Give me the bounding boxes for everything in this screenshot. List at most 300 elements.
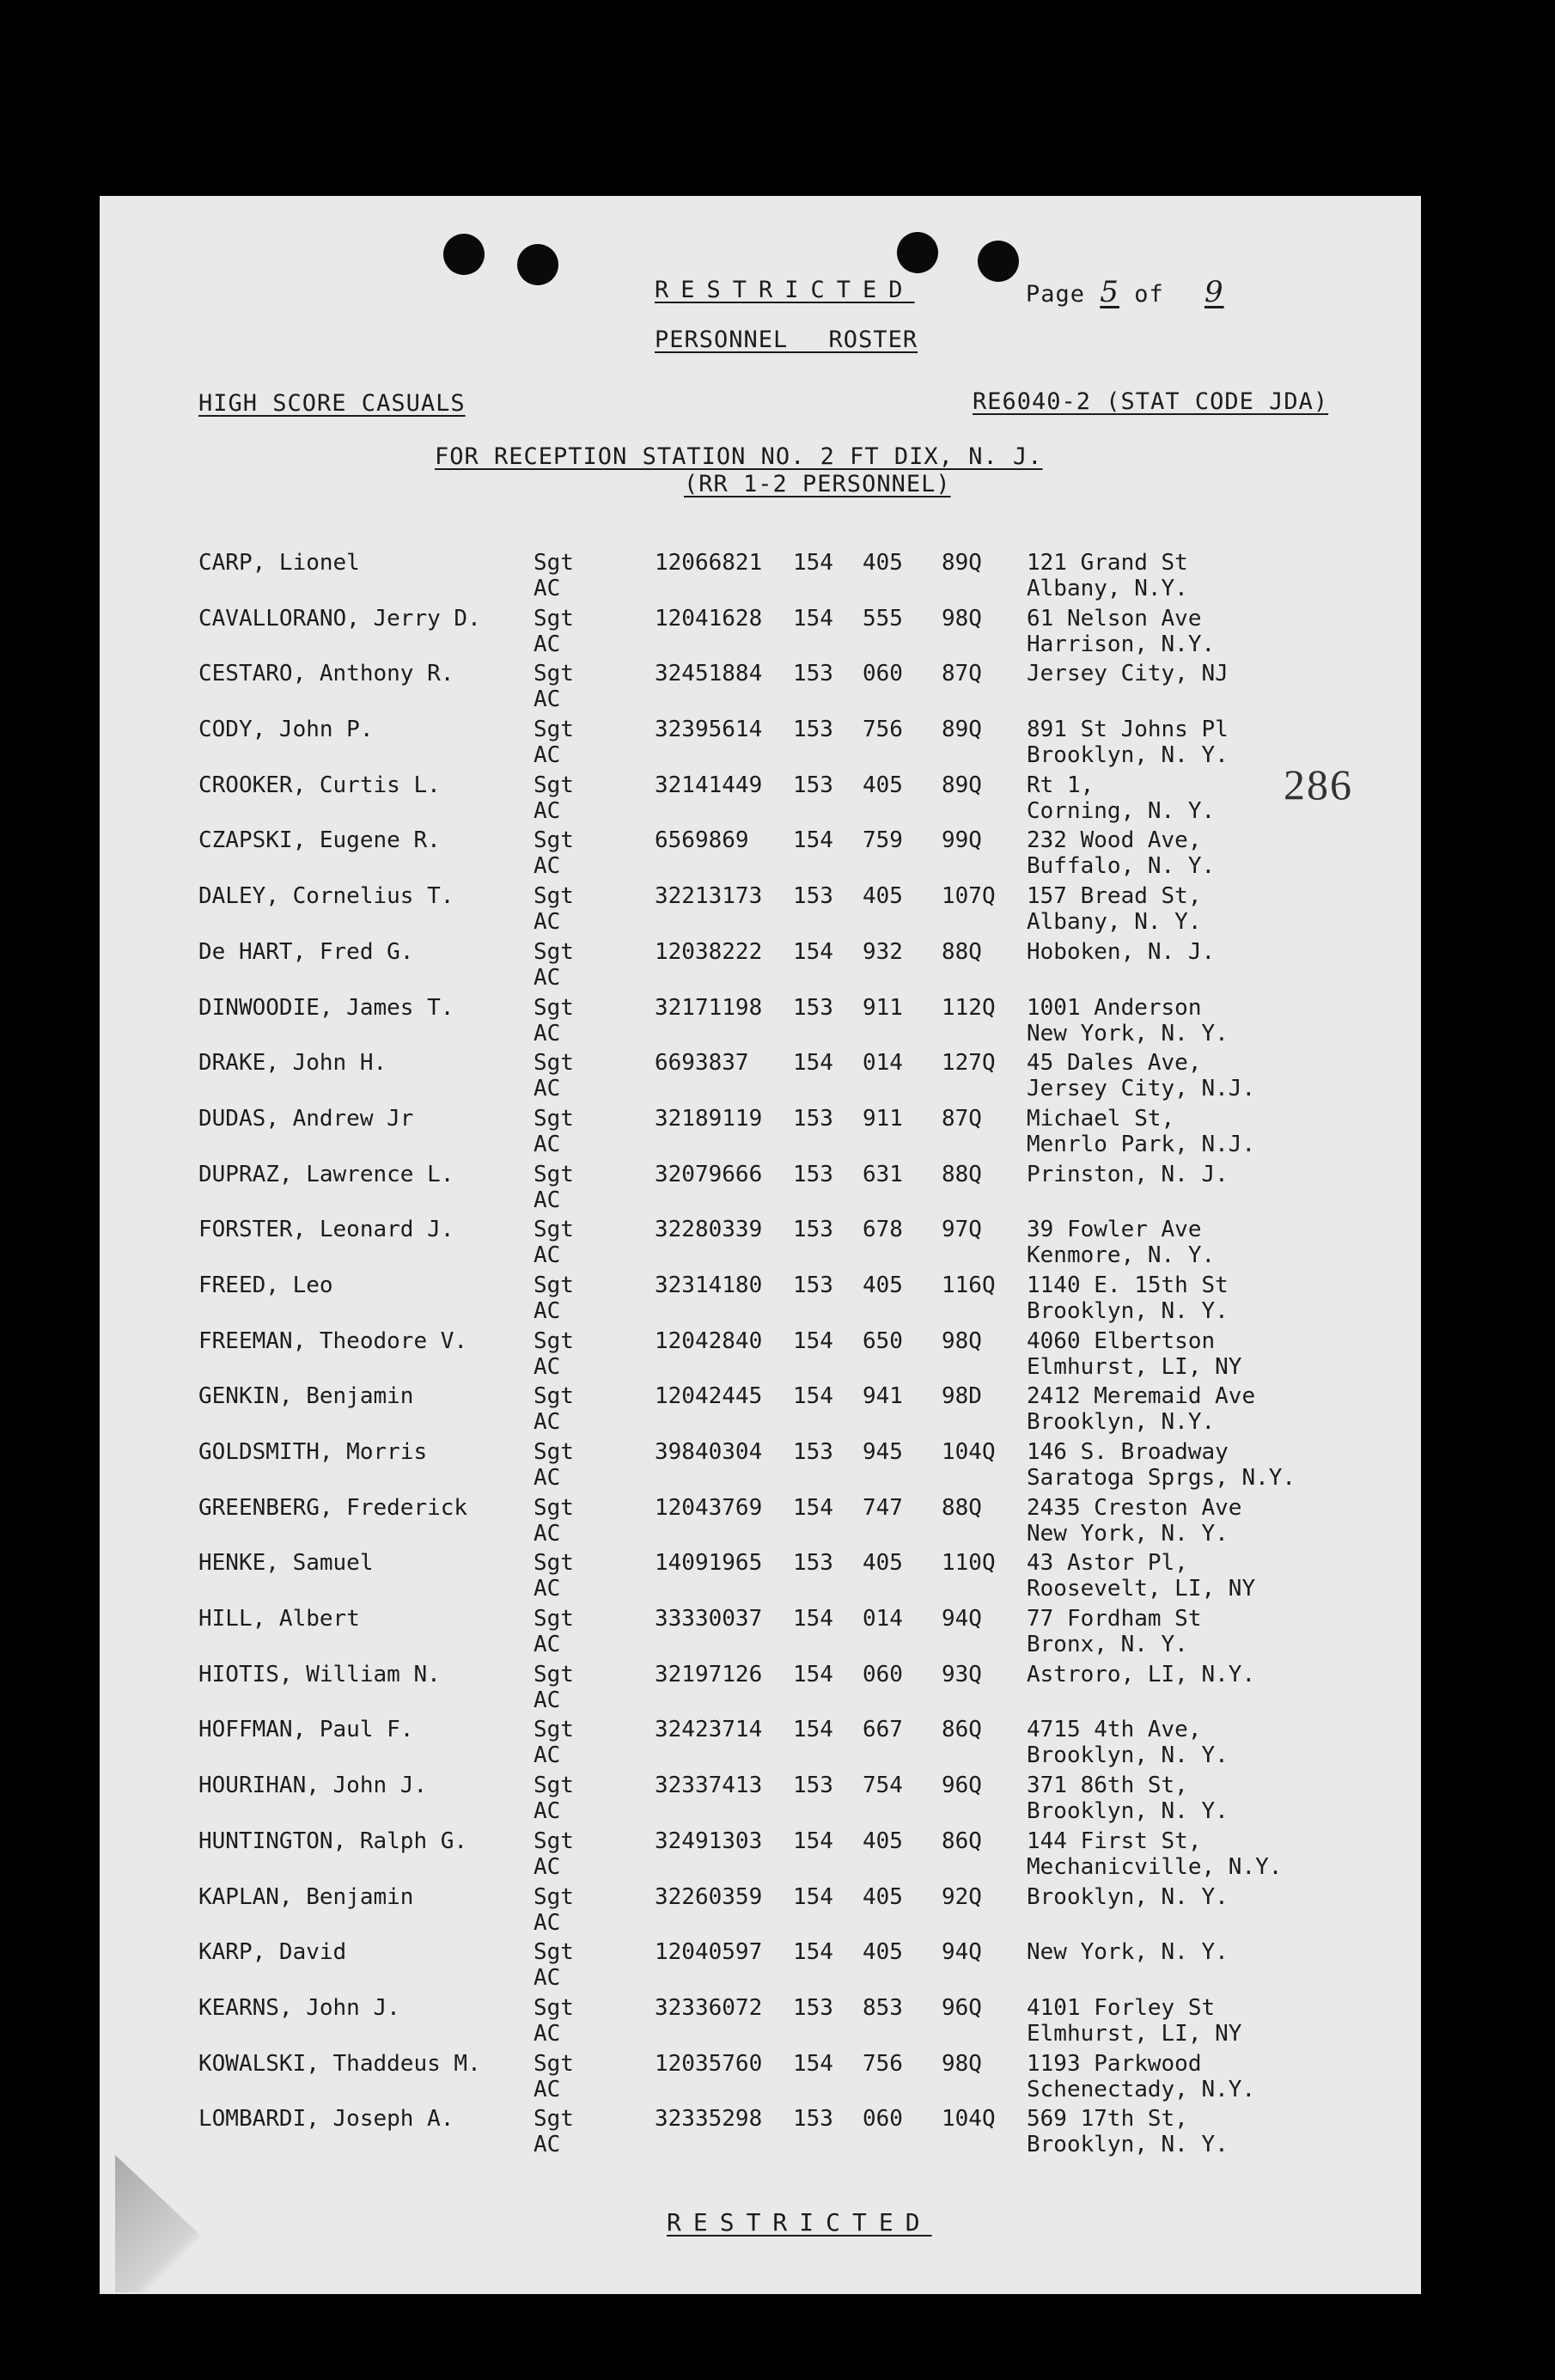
entry-code2: 945 [863, 1439, 903, 1465]
entry-address-line1: Brooklyn, N. Y. [1027, 1883, 1229, 1910]
entry-score: 94Q [942, 1606, 982, 1632]
entry-address-line2: Jersey City, N.J. [1027, 1076, 1256, 1102]
entry-address-line1: 371 86th St, [1027, 1773, 1188, 1799]
entry-serial: 32079666 [655, 1161, 763, 1187]
entry-serial: 12041628 [655, 605, 763, 632]
entry-code1: 154 [793, 938, 833, 965]
roster-row [100, 1550, 1421, 1606]
restricted-header: RESTRICTED [655, 277, 915, 303]
entry-branch: AC [534, 1297, 561, 1324]
entry-address-line1: 61 Nelson Ave [1027, 605, 1202, 632]
entry-branch: AC [534, 1909, 561, 1936]
entry-score: 110Q [942, 1550, 996, 1577]
roster-row [100, 1328, 1421, 1384]
entry-code2: 853 [863, 1994, 903, 2021]
entry-address-line2: Brooklyn, N. Y. [1027, 742, 1229, 769]
entry-code1: 153 [793, 1994, 833, 2021]
entry-name: GREENBERG, Frederick [198, 1494, 468, 1521]
roster-row [100, 883, 1421, 939]
entry-address-line1: Hoboken, N. J. [1027, 938, 1216, 965]
entry-address-line1: 77 Fordham St [1027, 1606, 1202, 1632]
entry-serial: 33330037 [655, 1606, 763, 1632]
entry-branch: AC [534, 1687, 561, 1713]
entry-score: 87Q [942, 1105, 982, 1132]
entry-serial: 32451884 [655, 661, 763, 687]
entry-name: FREEMAN, Theodore V. [198, 1327, 468, 1354]
page-indicator [1026, 275, 1259, 309]
entry-code2: 014 [863, 1050, 903, 1077]
roster-row [100, 939, 1421, 995]
entry-rank: Sgt [534, 938, 574, 965]
entry-code1: 153 [793, 883, 833, 910]
page-of: of [1134, 281, 1164, 308]
entry-code1: 154 [793, 827, 833, 854]
entry-address-line2: Corning, N. Y. [1027, 797, 1216, 824]
entry-address-line1: Astroro, LI, N.Y. [1027, 1661, 1256, 1687]
entry-branch: AC [534, 2132, 561, 2158]
entry-code1: 154 [793, 2050, 833, 2077]
entry-code1: 153 [793, 717, 833, 743]
entry-rank: Sgt [534, 2050, 574, 2077]
entry-code2: 667 [863, 1717, 903, 1743]
entry-score: 107Q [942, 883, 996, 910]
entry-address-line1: 1140 E. 15th St [1027, 1272, 1229, 1298]
entry-serial: 32280339 [655, 1217, 763, 1243]
roster-row [100, 550, 1421, 606]
entry-rank: Sgt [534, 605, 574, 632]
entry-serial: 32314180 [655, 1272, 763, 1298]
punch-hole [443, 234, 485, 275]
entry-address-line2: Brooklyn, N. Y. [1027, 1798, 1229, 1825]
entry-code2: 405 [863, 1272, 903, 1298]
entry-rank: Sgt [534, 1828, 574, 1854]
entry-name: GENKIN, Benjamin [198, 1383, 414, 1410]
entry-name: GOLDSMITH, Morris [198, 1439, 428, 1465]
entry-code2: 405 [863, 1828, 903, 1854]
entry-branch: AC [534, 1853, 561, 1880]
entry-score: 98D [942, 1383, 982, 1410]
entry-branch: AC [534, 1742, 561, 1769]
roster-table [100, 550, 1421, 2162]
roster-row [100, 1383, 1421, 1439]
entry-name: DUDAS, Andrew Jr [198, 1105, 414, 1132]
roster-row [100, 1773, 1421, 1828]
entry-address-line2: New York, N. Y. [1027, 1520, 1229, 1547]
entry-branch: AC [534, 1242, 561, 1269]
roster-row [100, 1272, 1421, 1328]
entry-code2: 014 [863, 1606, 903, 1632]
entry-code1: 153 [793, 1550, 833, 1577]
entry-address-line2: Schenectady, N.Y. [1027, 2076, 1256, 2102]
entry-score: 112Q [942, 994, 996, 1021]
restricted-footer: RESTRICTED [667, 2208, 932, 2237]
page-total: 9 [1204, 275, 1224, 309]
entry-serial: 32189119 [655, 1105, 763, 1132]
punch-hole [978, 241, 1019, 282]
roster-row [100, 1828, 1421, 1884]
entry-address-line1: 144 First St, [1027, 1828, 1202, 1854]
entry-code1: 154 [793, 1883, 833, 1910]
entry-name: DINWOODIE, James T. [198, 994, 454, 1021]
entry-code2: 911 [863, 1105, 903, 1132]
entry-branch: AC [534, 797, 561, 824]
subtitle-line1: FOR RECEPTION STATION NO. 2 FT DIX, N. J. [435, 443, 1043, 470]
entry-address-line1: 1193 Parkwood [1027, 2050, 1202, 2077]
entry-address-line2: Saratoga Sprgs, N.Y. [1027, 1465, 1296, 1491]
entry-code2: 405 [863, 550, 903, 576]
entry-code1: 154 [793, 1383, 833, 1410]
entry-code2: 932 [863, 938, 903, 965]
entry-name: HOFFMAN, Paul F. [198, 1717, 414, 1743]
entry-code1: 154 [793, 1828, 833, 1854]
entry-score: 96Q [942, 1994, 982, 2021]
entry-code2: 060 [863, 661, 903, 687]
entry-code2: 405 [863, 1939, 903, 1966]
entry-serial: 12042445 [655, 1383, 763, 1410]
entry-rank: Sgt [534, 661, 574, 687]
entry-code2: 405 [863, 772, 903, 798]
entry-code1: 154 [793, 1606, 833, 1632]
entry-code1: 153 [793, 1105, 833, 1132]
entry-name: CARP, Lionel [198, 550, 360, 576]
entry-code2: 911 [863, 994, 903, 1021]
entry-address-line2: Albany, N. Y. [1027, 909, 1202, 936]
entry-rank: Sgt [534, 827, 574, 854]
entry-address-line1: 2412 Meremaid Ave [1027, 1383, 1256, 1410]
entry-address-line2: New York, N. Y. [1027, 1020, 1229, 1047]
entry-branch: AC [534, 631, 561, 657]
entry-address-line2: Brooklyn, N. Y. [1027, 1742, 1229, 1769]
entry-name: CESTARO, Anthony R. [198, 661, 454, 687]
entry-code2: 405 [863, 1883, 903, 1910]
entry-rank: Sgt [534, 2106, 574, 2133]
roster-row [100, 995, 1421, 1051]
roster-title: PERSONNEL ROSTER [655, 326, 918, 353]
entry-address-line1: 146 S. Broadway [1027, 1439, 1229, 1465]
entry-branch: AC [534, 742, 561, 769]
entry-name: FREED, Leo [198, 1272, 333, 1298]
entry-branch: AC [534, 1076, 561, 1102]
folded-corner [115, 2155, 261, 2292]
entry-score: 98Q [942, 605, 982, 632]
entry-serial: 32395614 [655, 717, 763, 743]
entry-code2: 060 [863, 1661, 903, 1687]
entry-address-line1: 4101 Forley St [1027, 1994, 1216, 2021]
entry-address-line1: 1001 Anderson [1027, 994, 1202, 1021]
entry-score: 97Q [942, 1217, 982, 1243]
entry-score: 104Q [942, 2106, 996, 2133]
entry-address-line2: Roosevelt, LI, NY [1027, 1576, 1256, 1602]
roster-row [100, 1995, 1421, 2051]
entry-rank: Sgt [534, 1105, 574, 1132]
entry-code2: 756 [863, 717, 903, 743]
roster-row [100, 827, 1421, 883]
entry-code2: 759 [863, 827, 903, 854]
entry-rank: Sgt [534, 1661, 574, 1687]
entry-code2: 405 [863, 883, 903, 910]
entry-code2: 631 [863, 1161, 903, 1187]
entry-code1: 153 [793, 1773, 833, 1799]
entry-serial: 12038222 [655, 938, 763, 965]
entry-address-line1: Prinston, N. J. [1027, 1161, 1229, 1187]
entry-code2: 756 [863, 2050, 903, 2077]
entry-address-line1: 45 Dales Ave, [1027, 1050, 1202, 1077]
entry-serial: 32337413 [655, 1773, 763, 1799]
entry-address-line1: Jersey City, NJ [1027, 661, 1229, 687]
entry-score: 127Q [942, 1050, 996, 1077]
entry-code1: 153 [793, 2106, 833, 2133]
entry-rank: Sgt [534, 1773, 574, 1799]
entry-name: FORSTER, Leonard J. [198, 1217, 454, 1243]
entry-branch: AC [534, 576, 561, 601]
roster-row [100, 2106, 1421, 2162]
entry-serial: 12066821 [655, 550, 763, 576]
entry-code1: 154 [793, 1494, 833, 1521]
entry-address-line2: Brooklyn, N.Y. [1027, 1409, 1216, 1436]
entry-code1: 153 [793, 1161, 833, 1187]
entry-score: 104Q [942, 1439, 996, 1465]
entry-address-line1: 121 Grand St [1027, 550, 1188, 576]
entry-branch: AC [534, 1465, 561, 1491]
entry-address-line2: Albany, N.Y. [1027, 576, 1188, 601]
entry-address-line1: Rt 1, [1027, 772, 1095, 798]
roster-row [100, 1606, 1421, 1662]
entry-address-line2: Elmhurst, LI, NY [1027, 2020, 1242, 2047]
roster-row [100, 1439, 1421, 1495]
entry-serial: 32336072 [655, 1994, 763, 2021]
entry-rank: Sgt [534, 1217, 574, 1243]
entry-name: De HART, Fred G. [198, 938, 414, 965]
entry-rank: Sgt [534, 1494, 574, 1521]
entry-address-line1: 569 17th St, [1027, 2106, 1188, 2133]
roster-row [100, 1162, 1421, 1217]
entry-address-line2: Harrison, N.Y. [1027, 631, 1216, 657]
entry-name: KOWALSKI, Thaddeus M. [198, 2050, 481, 2077]
entry-code1: 153 [793, 772, 833, 798]
entry-name: CZAPSKI, Eugene R. [198, 827, 441, 854]
entry-branch: AC [534, 2076, 561, 2102]
roster-row [100, 1050, 1421, 1106]
entry-name: HILL, Albert [198, 1606, 360, 1632]
roster-row [100, 606, 1421, 662]
entry-rank: Sgt [534, 717, 574, 743]
entry-address-line2: Brooklyn, N. Y. [1027, 2132, 1229, 2158]
entry-address-line1: Michael St, [1027, 1105, 1175, 1132]
page-number: 5 [1100, 275, 1119, 309]
entry-code1: 153 [793, 1217, 833, 1243]
entry-score: 89Q [942, 550, 982, 576]
entry-address-line2: Elmhurst, LI, NY [1027, 1353, 1242, 1380]
entry-address-line2: Kenmore, N. Y. [1027, 1242, 1216, 1269]
entry-rank: Sgt [534, 994, 574, 1021]
page-prefix: Page [1026, 281, 1086, 308]
entry-address-line2: Mechanicville, N.Y. [1027, 1853, 1283, 1880]
entry-name: DUPRAZ, Lawrence L. [198, 1161, 454, 1187]
entry-code1: 154 [793, 1050, 833, 1077]
entry-address-line1: 2435 Creston Ave [1027, 1494, 1242, 1521]
entry-code1: 154 [793, 605, 833, 632]
entry-score: 92Q [942, 1883, 982, 1910]
roster-row [100, 717, 1421, 772]
entry-name: HUNTINGTON, Ralph G. [198, 1828, 468, 1854]
entry-serial: 12043769 [655, 1494, 763, 1521]
entry-code1: 154 [793, 1661, 833, 1687]
entry-name: KAPLAN, Benjamin [198, 1883, 414, 1910]
entry-serial: 12042840 [655, 1327, 763, 1354]
entry-code1: 154 [793, 1327, 833, 1354]
entry-branch: AC [534, 1353, 561, 1380]
entry-address-line2: Menrlo Park, N.J. [1027, 1131, 1256, 1157]
entry-name: CROOKER, Curtis L. [198, 772, 441, 798]
entry-address-line1: 43 Astor Pl, [1027, 1550, 1188, 1577]
entry-branch: AC [534, 1632, 561, 1658]
entry-branch: AC [534, 1965, 561, 1992]
entry-address-line2: Bronx, N. Y. [1027, 1632, 1188, 1658]
subtitle-line2: (RR 1-2 PERSONNEL) [684, 471, 951, 497]
entry-code1: 154 [793, 1939, 833, 1966]
entry-rank: Sgt [534, 1939, 574, 1966]
entry-serial: 12035760 [655, 2050, 763, 2077]
entry-name: DALEY, Cornelius T. [198, 883, 454, 910]
entry-branch: AC [534, 1576, 561, 1602]
roster-row [100, 1106, 1421, 1162]
entry-branch: AC [534, 1798, 561, 1825]
roster-row [100, 2051, 1421, 2107]
entry-serial: 14091965 [655, 1550, 763, 1577]
entry-code1: 154 [793, 550, 833, 576]
roster-row [100, 1662, 1421, 1718]
entry-score: 88Q [942, 1494, 982, 1521]
roster-row [100, 1495, 1421, 1551]
entry-code1: 153 [793, 994, 833, 1021]
entry-branch: AC [534, 1131, 561, 1157]
entry-address-line1: 232 Wood Ave, [1027, 827, 1202, 854]
entry-rank: Sgt [534, 883, 574, 910]
entry-name: DRAKE, John H. [198, 1050, 387, 1077]
roster-row [100, 1717, 1421, 1773]
entry-serial: 32213173 [655, 883, 763, 910]
roster-row [100, 1217, 1421, 1272]
entry-code2: 754 [863, 1773, 903, 1799]
entry-score: 88Q [942, 938, 982, 965]
entry-address-line2: Brooklyn, N. Y. [1027, 1297, 1229, 1324]
entry-score: 116Q [942, 1272, 996, 1298]
entry-branch: AC [534, 853, 561, 880]
entry-address-line1: New York, N. Y. [1027, 1939, 1229, 1966]
entry-serial: 32171198 [655, 994, 763, 1021]
entry-name: LOMBARDI, Joseph A. [198, 2106, 454, 2133]
entry-code2: 941 [863, 1383, 903, 1410]
entry-rank: Sgt [534, 550, 574, 576]
entry-branch: AC [534, 1020, 561, 1047]
entry-code1: 153 [793, 661, 833, 687]
entry-branch: AC [534, 1520, 561, 1547]
entry-branch: AC [534, 687, 561, 713]
entry-address-line1: 39 Fowler Ave [1027, 1217, 1202, 1243]
entry-score: 88Q [942, 1161, 982, 1187]
punch-hole [897, 232, 938, 273]
entry-rank: Sgt [534, 1994, 574, 2021]
entry-score: 87Q [942, 661, 982, 687]
entry-rank: Sgt [534, 1717, 574, 1743]
roster-row [100, 1884, 1421, 1940]
entry-score: 99Q [942, 827, 982, 854]
entry-code2: 060 [863, 2106, 903, 2133]
entry-rank: Sgt [534, 1550, 574, 1577]
entry-score: 86Q [942, 1828, 982, 1854]
entry-score: 98Q [942, 2050, 982, 2077]
entry-code1: 153 [793, 1272, 833, 1298]
entry-rank: Sgt [534, 1272, 574, 1298]
entry-serial: 32335298 [655, 2106, 763, 2133]
entry-serial: 32141449 [655, 772, 763, 798]
entry-rank: Sgt [534, 1606, 574, 1632]
entry-name: HOURIHAN, John J. [198, 1773, 428, 1799]
stamped-number: 286 [1284, 760, 1353, 809]
entry-rank: Sgt [534, 1439, 574, 1465]
entry-serial: 39840304 [655, 1439, 763, 1465]
entry-code2: 678 [863, 1217, 903, 1243]
entry-serial: 32491303 [655, 1828, 763, 1854]
stat-code-label: RE6040-2 (STAT CODE JDA) [973, 388, 1329, 415]
punch-hole [517, 244, 558, 285]
entry-score: 93Q [942, 1661, 982, 1687]
entry-address-line2: Buffalo, N. Y. [1027, 853, 1216, 880]
entry-name: HIOTIS, William N. [198, 1661, 441, 1687]
entry-address-line1: 4715 4th Ave, [1027, 1717, 1202, 1743]
entry-address-line1: 4060 Elbertson [1027, 1327, 1216, 1354]
entry-name: CAVALLORANO, Jerry D. [198, 605, 481, 632]
document-page [100, 196, 1421, 2294]
entry-code2: 405 [863, 1550, 903, 1577]
entry-score: 98Q [942, 1327, 982, 1354]
roster-row [100, 1939, 1421, 1995]
entry-rank: Sgt [534, 1383, 574, 1410]
entry-address-line1: 157 Bread St, [1027, 883, 1202, 910]
entry-branch: AC [534, 1409, 561, 1436]
roster-row [100, 661, 1421, 717]
entry-code2: 555 [863, 605, 903, 632]
entry-rank: Sgt [534, 1161, 574, 1187]
entry-code1: 154 [793, 1717, 833, 1743]
entry-rank: Sgt [534, 772, 574, 798]
entry-name: CODY, John P. [198, 717, 374, 743]
entry-serial: 32260359 [655, 1883, 763, 1910]
entry-branch: AC [534, 964, 561, 991]
entry-score: 96Q [942, 1773, 982, 1799]
entry-name: KEARNS, John J. [198, 1994, 400, 2021]
entry-code1: 153 [793, 1439, 833, 1465]
entry-address-line1: 891 St Johns Pl [1027, 717, 1229, 743]
entry-serial: 32197126 [655, 1661, 763, 1687]
entry-rank: Sgt [534, 1327, 574, 1354]
entry-code2: 650 [863, 1327, 903, 1354]
entry-name: HENKE, Samuel [198, 1550, 374, 1577]
entry-name: KARP, David [198, 1939, 347, 1966]
entry-rank: Sgt [534, 1883, 574, 1910]
entry-serial: 6693837 [655, 1050, 749, 1077]
entry-score: 86Q [942, 1717, 982, 1743]
entry-branch: AC [534, 909, 561, 936]
entry-score: 94Q [942, 1939, 982, 1966]
entry-serial: 32423714 [655, 1717, 763, 1743]
entry-branch: AC [534, 1187, 561, 1213]
entry-serial: 12040597 [655, 1939, 763, 1966]
roster-row [100, 772, 1421, 828]
entry-code2: 747 [863, 1494, 903, 1521]
entry-score: 89Q [942, 772, 982, 798]
entry-score: 89Q [942, 717, 982, 743]
